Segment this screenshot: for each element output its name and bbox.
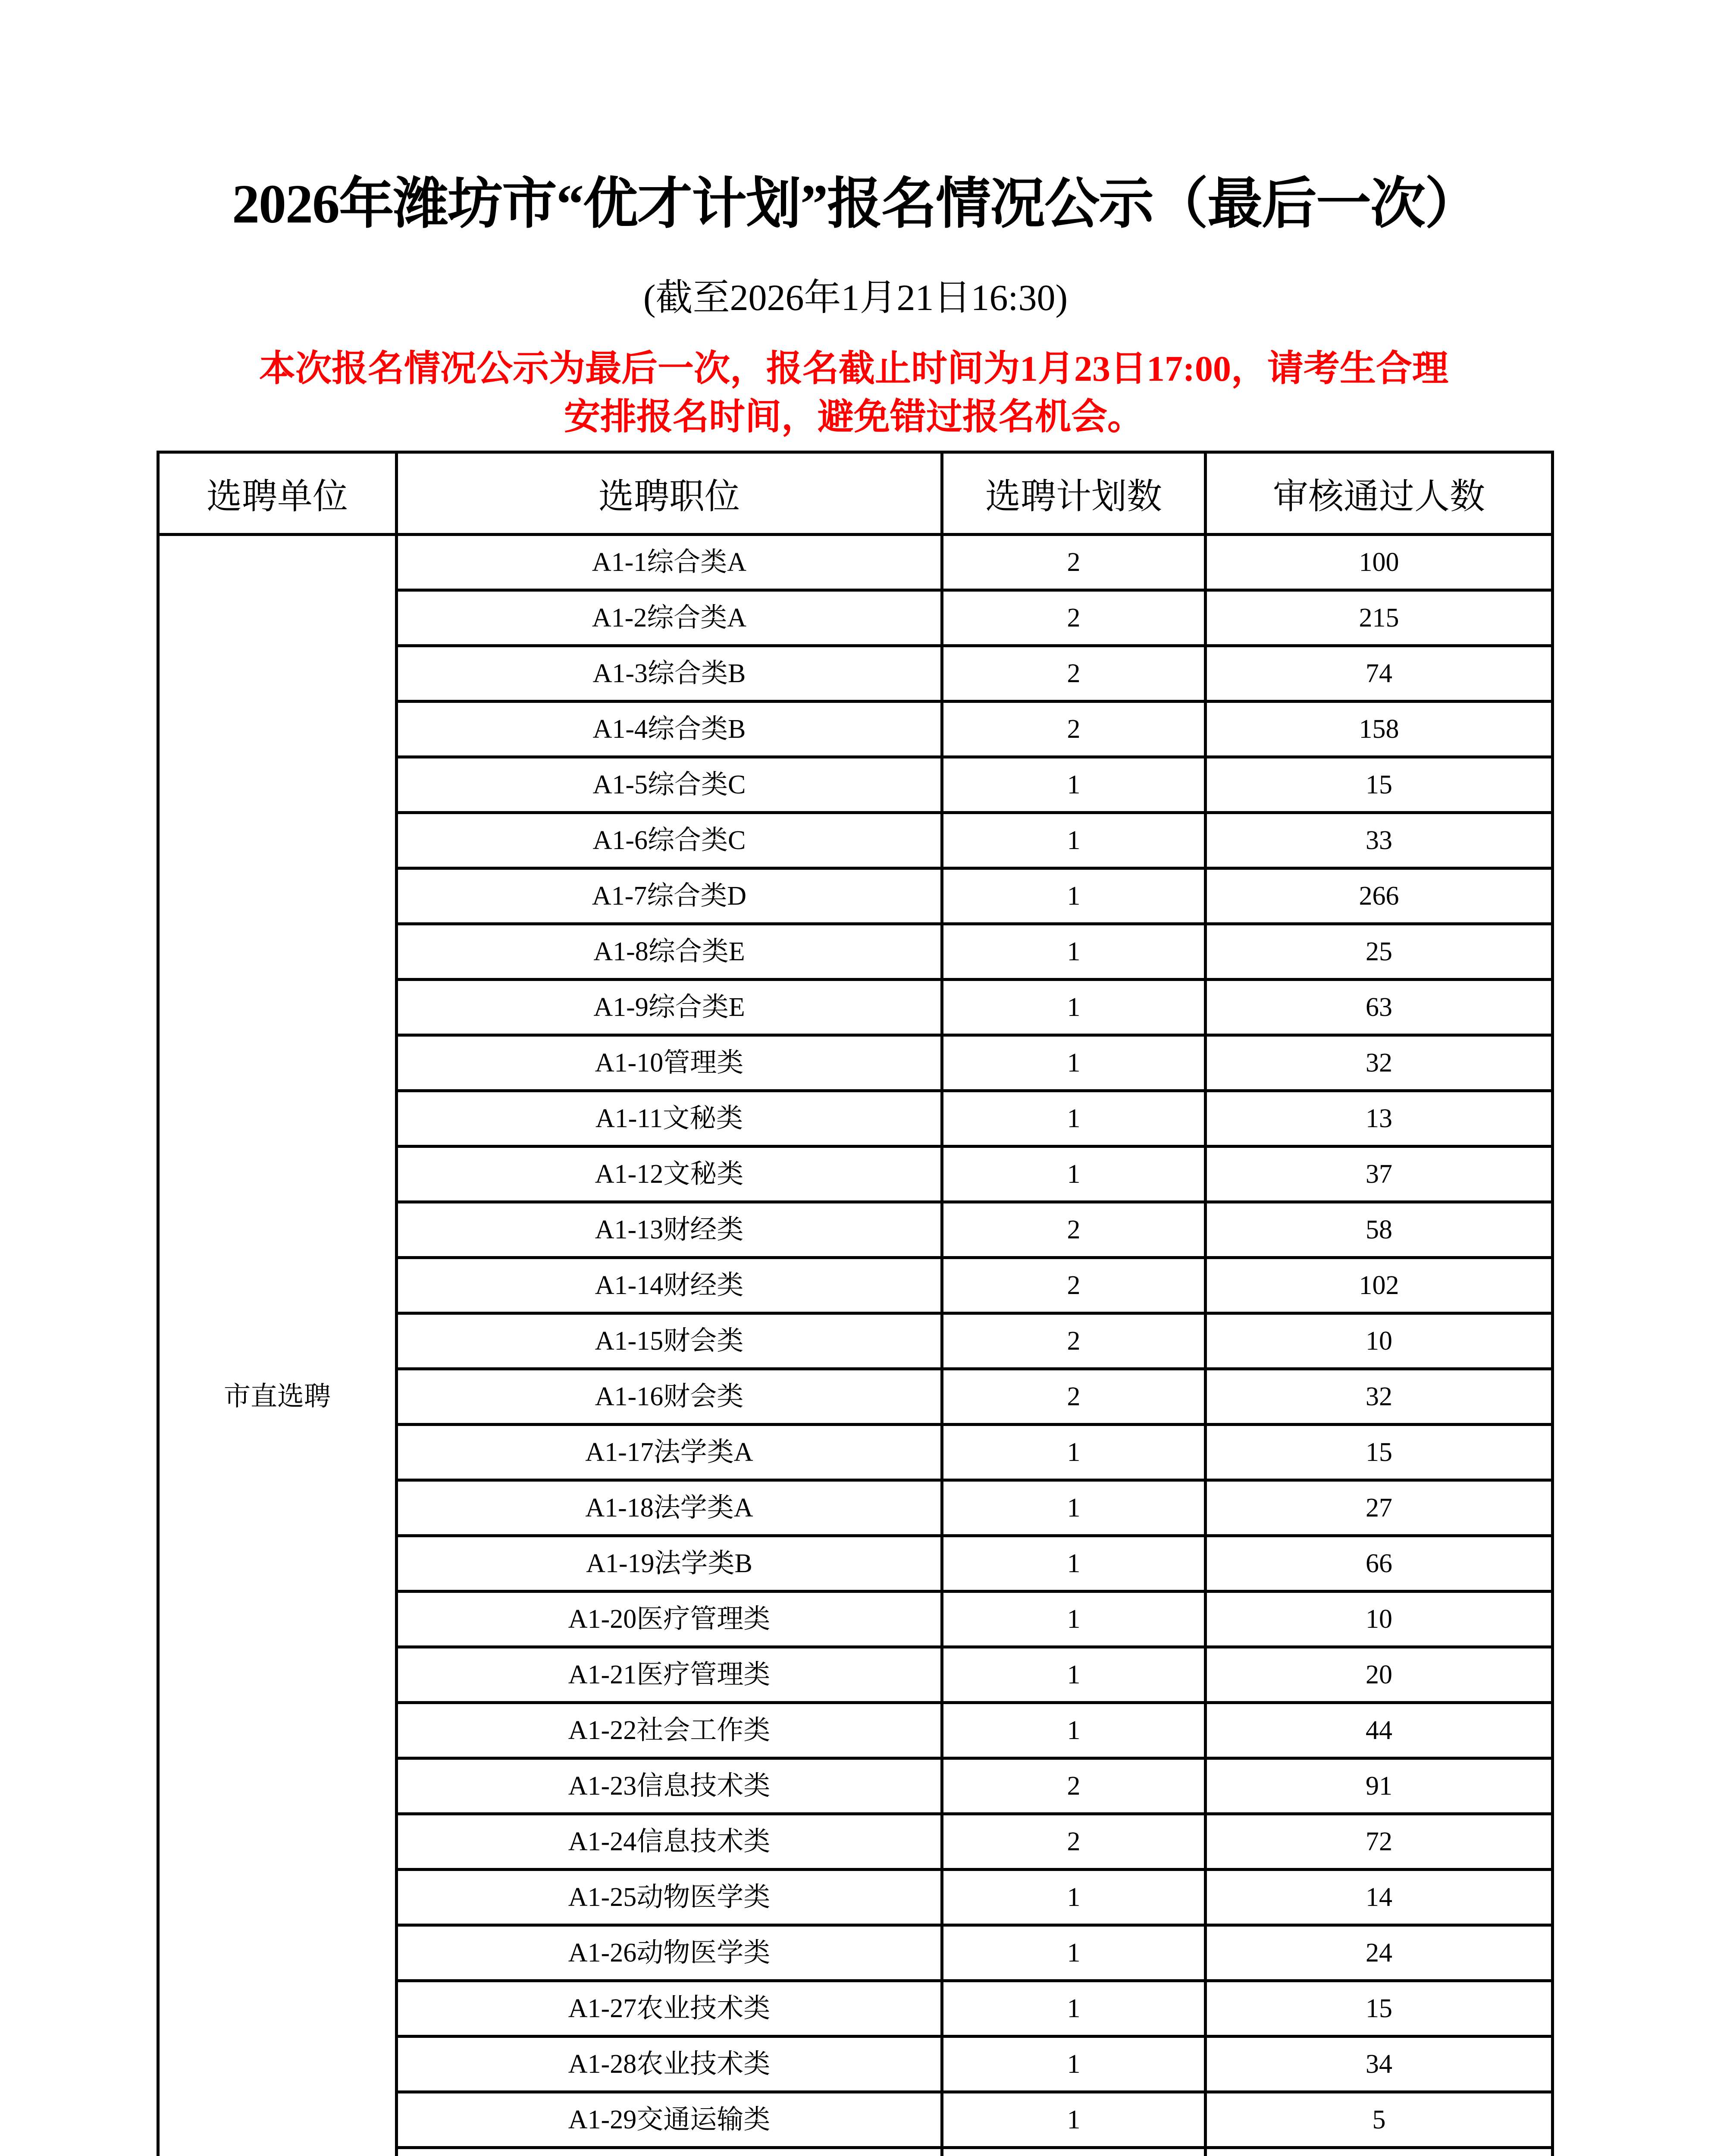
position-cell: A1-25动物医学类 <box>397 1870 942 1925</box>
approved-count-cell: 74 <box>1206 646 1553 702</box>
plan-count-cell: 1 <box>942 980 1206 1035</box>
position-cell: A1-19法学类B <box>397 1536 942 1592</box>
plan-count-cell: 2 <box>942 535 1206 590</box>
approved-count-cell: 66 <box>1206 1536 1553 1592</box>
approved-count-cell: 91 <box>1206 1758 1553 1814</box>
position-cell: A1-2综合类A <box>397 590 942 646</box>
table-body <box>158 535 1553 2156</box>
approved-count-cell: 44 <box>1206 1703 1553 1758</box>
plan-count-cell: 2 <box>942 1258 1206 1313</box>
position-cell: A1-22社会工作类 <box>397 1703 942 1758</box>
approved-count-cell: 25 <box>1206 924 1553 980</box>
position-cell: A1-15财会类 <box>397 1313 942 1369</box>
position-cell: A1-1综合类A <box>397 535 942 590</box>
position-cell: A1-21医疗管理类 <box>397 1647 942 1703</box>
approved-count-cell: 10 <box>1206 1313 1553 1369</box>
position-cell: A1-20医疗管理类 <box>397 1592 942 1647</box>
plan-count-cell: 1 <box>942 1592 1206 1647</box>
approved-count-cell: 32 <box>1206 1369 1553 1425</box>
plan-count-cell: 2 <box>942 1758 1206 1814</box>
plan-count-cell: 1 <box>942 2037 1206 2092</box>
approved-count-cell: 100 <box>1206 535 1553 590</box>
position-cell: A1-24信息技术类 <box>397 1814 942 1870</box>
position-cell: A1-10管理类 <box>397 1035 942 1091</box>
notice-line-1: 本次报名情况公示为最后一次，报名截止时间为1月23日17:00，请考生合理 <box>259 349 1448 389</box>
table-row <box>158 535 1553 590</box>
page-title: 2026年潍坊市“优才计划”报名情况公示（最后一次） <box>232 173 1479 235</box>
plan-count-cell: 1 <box>942 1981 1206 2037</box>
plan-count-cell: 1 <box>942 813 1206 868</box>
position-cell: A1-9综合类E <box>397 980 942 1035</box>
position-cell: A1-5综合类C <box>397 757 942 813</box>
plan-count-cell: 1 <box>942 1035 1206 1091</box>
position-cell <box>397 2148 942 2156</box>
approved-count-cell: 266 <box>1206 868 1553 924</box>
plan-count-cell: 1 <box>942 1870 1206 1925</box>
approved-count-cell: 32 <box>1206 1035 1553 1091</box>
plan-count-cell: 2 <box>942 1814 1206 1870</box>
header-plan-count: 选聘计划数 <box>942 452 1206 535</box>
plan-count-cell: 2 <box>942 1369 1206 1425</box>
approved-count-cell: 15 <box>1206 1425 1553 1480</box>
approved-count-cell: 215 <box>1206 590 1553 646</box>
approved-count-cell: 14 <box>1206 1870 1553 1925</box>
plan-count-cell: 1 <box>942 924 1206 980</box>
plan-count-cell: 1 <box>942 868 1206 924</box>
header-approved-count: 审核通过人数 <box>1206 452 1553 535</box>
approved-count-cell: 15 <box>1206 757 1553 813</box>
plan-count-cell: 1 <box>942 757 1206 813</box>
header-position: 选聘职位 <box>397 452 942 535</box>
position-cell: A1-26动物医学类 <box>397 1925 942 1981</box>
plan-count-cell: 2 <box>942 1313 1206 1369</box>
position-cell: A1-23信息技术类 <box>397 1758 942 1814</box>
approved-count-cell: 58 <box>1206 1202 1553 1258</box>
cutoff-subtitle: (截至2026年1月21日16:30) <box>643 277 1068 318</box>
plan-count-cell: 1 <box>942 1480 1206 1536</box>
approved-count-cell: 15 <box>1206 1981 1553 2037</box>
notice-line-2: 安排报名时间，避免错过报名机会。 <box>564 397 1144 437</box>
approved-count-cell: 102 <box>1206 1258 1553 1313</box>
approved-count-cell: 13 <box>1206 1091 1553 1147</box>
header-unit: 选聘单位 <box>158 452 397 535</box>
position-cell: A1-8综合类E <box>397 924 942 980</box>
plan-count-cell: 1 <box>942 1703 1206 1758</box>
approved-count-cell: 63 <box>1206 980 1553 1035</box>
position-cell: A1-3综合类B <box>397 646 942 702</box>
position-cell: A1-27农业技术类 <box>397 1981 942 2037</box>
plan-count-cell: 2 <box>942 646 1206 702</box>
plan-count-cell: 2 <box>942 702 1206 757</box>
plan-count-cell: 2 <box>942 590 1206 646</box>
approved-count-cell: 20 <box>1206 1647 1553 1703</box>
plan-count-cell: 1 <box>942 1425 1206 1480</box>
approved-count-cell: 24 <box>1206 1925 1553 1981</box>
approved-count-cell: 34 <box>1206 2037 1553 2092</box>
position-cell: A1-28农业技术类 <box>397 2037 942 2092</box>
registration-table <box>157 451 1554 2156</box>
position-cell: A1-6综合类C <box>397 813 942 868</box>
plan-count-cell: 1 <box>942 2092 1206 2148</box>
approved-count-cell: 27 <box>1206 1480 1553 1536</box>
approved-count-cell: 10 <box>1206 1592 1553 1647</box>
position-cell: A1-13财经类 <box>397 1202 942 1258</box>
plan-count-cell: 1 <box>942 1647 1206 1703</box>
table-header-row <box>158 452 1553 535</box>
unit-cell: 市直选聘 <box>158 535 397 2156</box>
approved-count-cell <box>1206 2148 1553 2156</box>
approved-count-cell: 72 <box>1206 1814 1553 1870</box>
position-cell: A1-4综合类B <box>397 702 942 757</box>
approved-count-cell: 33 <box>1206 813 1553 868</box>
position-cell: A1-29交通运输类 <box>397 2092 942 2148</box>
plan-count-cell: 1 <box>942 1091 1206 1147</box>
plan-count-cell: 2 <box>942 1202 1206 1258</box>
position-cell: A1-7综合类D <box>397 868 942 924</box>
position-cell: A1-16财会类 <box>397 1369 942 1425</box>
position-cell: A1-17法学类A <box>397 1425 942 1480</box>
approved-count-cell: 37 <box>1206 1147 1553 1202</box>
position-cell: A1-14财经类 <box>397 1258 942 1313</box>
position-cell: A1-11文秘类 <box>397 1091 942 1147</box>
approved-count-cell: 5 <box>1206 2092 1553 2148</box>
approved-count-cell: 158 <box>1206 702 1553 757</box>
plan-count-cell: 1 <box>942 1925 1206 1981</box>
plan-count-cell <box>942 2148 1206 2156</box>
plan-count-cell: 1 <box>942 1536 1206 1592</box>
deadline-notice <box>164 345 1544 442</box>
position-cell: A1-18法学类A <box>397 1480 942 1536</box>
plan-count-cell: 1 <box>942 1147 1206 1202</box>
position-cell: A1-12文秘类 <box>397 1147 942 1202</box>
